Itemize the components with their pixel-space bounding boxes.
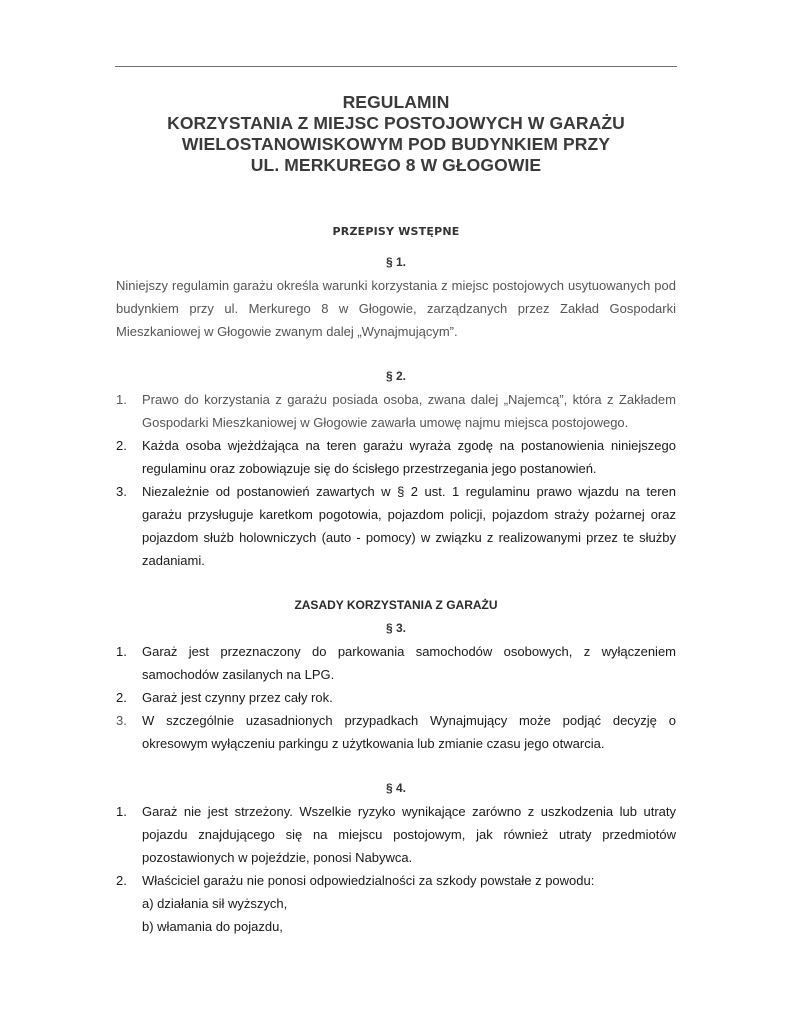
item-text: W szczególnie uzasadnionych przypadkach Wynajmujący może podjąć decyzję o okresowym wyłączeniu parkingu z użytkowania lub zmianie czasu jego otwarcia. [142,713,676,751]
paragraph-mark-4: § 4. [385,781,406,795]
item-text: Prawo do korzystania z garażu posiada osoba, zwana dalej „Najemcą”, która z Zakładem Gospodarki Mieszkaniowej w Głogowie zawarła umowę najmu miejsca postojowego. [142,392,676,430]
item-text: Niezależnie od postanowień zawartych w § 2 ust. 1 regulaminu prawo wjazdu na teren garażu przysługuje karetkom pogotowia, pojazdom policji, pojazdom straży pożarnej oraz pojazdom służb holowniczych (auto - pomocy) w związku z realizowanymi przez te służby zadaniami. [142,484,676,568]
item-number: 2. [116,690,127,705]
title-line-4: UL. MERKUREGO 8 W GŁOGOWIE [250,155,542,175]
item-number: 3. [116,713,127,728]
item-number: 2. [116,873,127,888]
paragraph-mark-3: § 3. [385,621,406,635]
item-text: Garaż nie jest strzeżony. Wszelkie ryzyko wynikające zarówno z uszkodzenia lub utraty pojazdu znajdującego się na miejscu postojowym, jak również utraty przedmiotów pozostawionych w pojeździe, ponosi Nabywca. [142,804,676,865]
paragraph-mark-2: § 2. [385,369,406,383]
header-rule [115,66,677,67]
item-number: 1. [116,392,127,407]
document-body [116,220,676,938]
item-text: Właściciel garażu nie ponosi odpowiedzialności za szkody powstałe z powodu: [142,873,595,888]
sub-item-a: a) działania sił wyższych, [142,896,288,911]
paragraph-mark-1: § 1. [385,255,406,269]
list-item [116,709,676,755]
item-number: 2. [116,438,127,453]
section-heading-preliminary: PRZEPISY WSTĘPNE [332,225,460,238]
item-text: Garaż jest przeznaczony do parkowania samochodów osobowych, z wyłączeniem samochodów zasilanych na LPG. [142,644,676,682]
section-heading-rules: ZASADY KORZYSTANIA Z GARAŻU [294,598,498,612]
title-line-3: WIELOSTANOWISKOWYM POD BUDYNKIEM PRZY [181,134,611,154]
list-item [116,480,676,572]
item-number: 3. [116,484,127,499]
list-item [116,800,676,869]
document-title [115,92,677,176]
paragraph-3-list [116,640,676,755]
paragraph-1-text: Niniejszy regulamin garażu określa warunki korzystania z miejsc postojowych usytuowanych pod budynkiem przy ul. Merkurego 8 w Głogowie, zarządzanych przez Zakład Gospodarki Mieszkaniowej w Głogowie zwanym dalej „Wynajmującym”. [116,278,676,339]
sub-item-b: b) włamania do pojazdu, [142,919,283,934]
title-line-2: KORZYSTANIA Z MIEJSC POSTOJOWYCH W GARAŻU [167,113,625,133]
item-number: 1. [116,804,127,819]
list-item [116,640,676,686]
paragraph-2-list [116,388,676,572]
paragraph-4-list [116,800,676,892]
list-item [116,686,676,709]
list-item [116,388,676,434]
item-text: Garaż jest czynny przez cały rok. [142,690,333,705]
item-number: 1. [116,644,127,659]
list-item [116,434,676,480]
title-line-1: REGULAMIN [342,92,450,112]
item-text: Każda osoba wjeżdżająca na teren garażu wyraża zgodę na postanowienia niniejszego regulaminu oraz zobowiązuje się do ścisłego przestrzegania jego postanowień. [142,438,676,476]
list-item [116,869,676,892]
